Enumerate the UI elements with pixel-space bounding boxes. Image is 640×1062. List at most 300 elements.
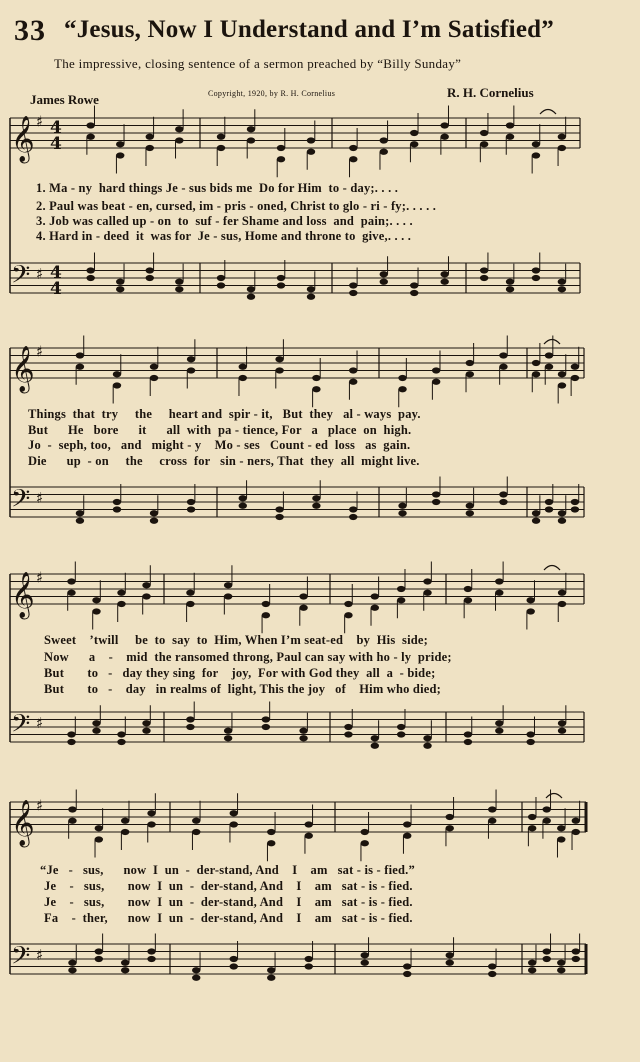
treble-clef: 𝄞 <box>11 800 35 846</box>
note-head <box>526 731 534 737</box>
note-head <box>150 375 158 381</box>
note-head <box>558 510 566 516</box>
lyric-line: But to - day in realms of light, This the joy of Him who died; <box>44 682 442 696</box>
note-head <box>305 963 313 969</box>
note-head <box>361 829 369 835</box>
note-head <box>528 825 536 831</box>
note-head <box>371 735 379 741</box>
lyric-line: Je - sus, now I un - der-stand, And I am sat - is - fied. <box>44 879 413 893</box>
note-head <box>380 279 388 285</box>
note-head <box>224 735 232 741</box>
note-head <box>495 578 503 584</box>
note-head <box>146 134 154 140</box>
note-head <box>349 290 357 296</box>
note-head <box>480 267 488 273</box>
note-head <box>528 960 536 966</box>
note-head <box>558 145 566 151</box>
note-head <box>230 821 238 827</box>
note-head <box>349 282 357 288</box>
note-head <box>446 814 454 820</box>
note-head <box>545 364 553 370</box>
note-head <box>117 590 125 596</box>
note-head <box>361 952 369 958</box>
note-head <box>247 126 255 132</box>
note-head <box>446 960 454 966</box>
note-head <box>403 821 411 827</box>
note-head <box>92 608 100 614</box>
note-head <box>558 720 566 726</box>
note-head <box>403 833 411 839</box>
note-head <box>371 605 379 611</box>
note-head <box>557 836 565 842</box>
note-head <box>307 286 315 292</box>
bass-clef: 𝄢 <box>11 941 31 977</box>
note-head <box>68 806 76 812</box>
note-head <box>230 810 238 816</box>
note-head <box>76 352 84 358</box>
note-head <box>299 728 307 734</box>
note-head <box>480 130 488 136</box>
note-head <box>277 156 285 162</box>
note-head <box>121 829 129 835</box>
note-head <box>187 367 195 373</box>
note-head <box>423 743 431 749</box>
note-head <box>526 739 534 745</box>
note-head <box>349 367 357 373</box>
note-head <box>495 728 503 734</box>
note-head <box>440 134 448 140</box>
note-head <box>532 152 540 158</box>
note-head <box>423 735 431 741</box>
note-head <box>371 593 379 599</box>
note-head <box>499 352 507 358</box>
note-head <box>532 275 540 281</box>
note-head <box>76 510 84 516</box>
note-head <box>275 514 283 520</box>
note-head <box>113 382 121 388</box>
note-head <box>410 141 418 147</box>
note-head <box>423 578 431 584</box>
note-head <box>572 948 580 954</box>
note-head <box>121 818 129 824</box>
note-head <box>262 612 270 618</box>
note-head <box>312 375 320 381</box>
note-head <box>349 145 357 151</box>
note-head <box>571 506 579 512</box>
note-head <box>410 282 418 288</box>
note-head <box>224 582 232 588</box>
note-head <box>557 960 565 966</box>
note-head <box>349 506 357 512</box>
lyric-line: Things that try the heart and spir - it, But they al - ways pay. <box>28 407 421 421</box>
note-head <box>299 593 307 599</box>
note-head <box>572 956 580 962</box>
note-head <box>186 590 194 596</box>
note-head <box>397 731 405 737</box>
note-head <box>344 612 352 618</box>
copyright-notice: Copyright, 1920, by R. H. Cornelius <box>208 89 336 98</box>
note-head <box>528 967 536 973</box>
note-head <box>446 825 454 831</box>
note-head <box>423 590 431 596</box>
note-head <box>558 382 566 388</box>
note-head <box>262 601 270 607</box>
note-head <box>150 510 158 516</box>
note-head <box>397 597 405 603</box>
note-head <box>557 825 565 831</box>
note-head <box>239 495 247 501</box>
note-head <box>224 593 232 599</box>
note-head <box>117 731 125 737</box>
note-head <box>247 137 255 143</box>
lyric-line: But to - day they sing for joy, For with God they all a - bide; <box>44 666 436 680</box>
bass-clef: 𝄢 <box>11 484 31 520</box>
note-head <box>397 586 405 592</box>
note-head <box>488 963 496 969</box>
note-head <box>147 821 155 827</box>
note-head <box>532 518 540 524</box>
time-signature-top: 4 <box>50 118 62 138</box>
note-head <box>299 735 307 741</box>
key-signature-sharp: ♯ <box>36 265 44 283</box>
note-head <box>558 134 566 140</box>
note-head <box>499 491 507 497</box>
note-head <box>113 506 121 512</box>
fermata <box>544 340 560 345</box>
note-head <box>488 806 496 812</box>
note-head <box>558 286 566 292</box>
note-head <box>480 141 488 147</box>
note-head <box>526 597 534 603</box>
note-head <box>186 724 194 730</box>
note-head <box>192 975 200 981</box>
note-head <box>361 960 369 966</box>
note-head <box>142 720 150 726</box>
note-head <box>92 728 100 734</box>
note-head <box>398 386 406 392</box>
note-head <box>121 967 129 973</box>
treble-clef: 𝄞 <box>11 116 35 162</box>
note-head <box>217 145 225 151</box>
note-head <box>247 286 255 292</box>
note-head <box>344 724 352 730</box>
note-head <box>92 597 100 603</box>
lyric-line: Fa - ther, now I un - der-stand, And I am sat - is - fied. <box>44 911 413 925</box>
note-head <box>464 731 472 737</box>
note-head <box>230 963 238 969</box>
treble-clef: 𝄞 <box>11 346 35 392</box>
note-head <box>349 514 357 520</box>
note-head <box>344 731 352 737</box>
note-head <box>224 728 232 734</box>
note-head <box>558 590 566 596</box>
note-head <box>499 499 507 505</box>
note-head <box>532 371 540 377</box>
note-head <box>488 971 496 977</box>
note-head <box>68 960 76 966</box>
note-head <box>116 141 124 147</box>
note-head <box>76 364 84 370</box>
note-head <box>545 506 553 512</box>
note-head <box>186 601 194 607</box>
note-head <box>86 134 94 140</box>
note-head <box>217 275 225 281</box>
treble-clef: 𝄞 <box>11 572 35 618</box>
note-head <box>495 590 503 596</box>
note-head <box>410 130 418 136</box>
note-head <box>175 137 183 143</box>
lyric-line: 4. Hard in - deed it was for Je - sus, Home and throne to give,. . . . <box>36 229 412 243</box>
note-head <box>312 495 320 501</box>
hymn-title: “Jesus, Now I Understand and I’m Satisfied” <box>64 16 554 43</box>
note-head <box>95 825 103 831</box>
note-head <box>371 743 379 749</box>
note-head <box>67 590 75 596</box>
lyricist-credit: James Rowe <box>30 92 99 107</box>
note-head <box>307 137 315 143</box>
note-head <box>277 145 285 151</box>
key-signature-sharp: ♯ <box>36 796 44 815</box>
time-signature-bottom: 4 <box>50 279 62 299</box>
note-head <box>150 364 158 370</box>
note-head <box>312 386 320 392</box>
note-head <box>572 829 580 835</box>
note-head <box>446 952 454 958</box>
note-head <box>117 739 125 745</box>
note-head <box>146 145 154 151</box>
note-head <box>150 518 158 524</box>
note-head <box>361 840 369 846</box>
note-head <box>175 279 183 285</box>
note-head <box>432 367 440 373</box>
note-head <box>239 503 247 509</box>
note-head <box>175 126 183 132</box>
note-head <box>398 510 406 516</box>
note-head <box>380 271 388 277</box>
note-head <box>506 134 514 140</box>
note-head <box>247 294 255 300</box>
note-head <box>312 503 320 509</box>
note-head <box>440 279 448 285</box>
note-head <box>113 499 121 505</box>
note-head <box>440 122 448 128</box>
note-head <box>95 956 103 962</box>
lyric-line: “Je - sus, now I un - der-stand, And I am sat - is - fied.” <box>40 863 415 877</box>
note-head <box>543 956 551 962</box>
note-head <box>380 149 388 155</box>
fermata <box>544 566 560 571</box>
fermata <box>546 794 562 799</box>
note-head <box>543 818 551 824</box>
note-head <box>558 728 566 734</box>
lyric-line: Jo - seph, too, and might - y Mo - ses Count - ed loss as gain. <box>28 438 411 452</box>
note-head <box>398 503 406 509</box>
note-head <box>175 286 183 292</box>
note-head <box>192 967 200 973</box>
composer-credit: R. H. Cornelius <box>447 85 534 100</box>
note-head <box>558 518 566 524</box>
note-head <box>217 282 225 288</box>
note-head <box>545 352 553 358</box>
note-head <box>267 840 275 846</box>
note-head <box>116 279 124 285</box>
note-head <box>187 356 195 362</box>
note-head <box>187 499 195 505</box>
note-head <box>187 506 195 512</box>
note-head <box>307 294 315 300</box>
note-head <box>349 379 357 385</box>
note-head <box>571 375 579 381</box>
note-head <box>305 833 313 839</box>
note-head <box>410 290 418 296</box>
lyric-line: 2. Paul was beat - en, cursed, im - pris - oned, Christ to glo - ri - fy;. . . . . <box>36 199 437 213</box>
note-head <box>466 371 474 377</box>
note-head <box>146 267 154 273</box>
note-head <box>95 948 103 954</box>
note-head <box>95 836 103 842</box>
lyric-line: 1. Ma - ny hard things Je - sus bids me Do for Him to - day;. . . . <box>36 181 399 195</box>
key-signature-sharp: ♯ <box>36 946 44 964</box>
note-head <box>239 375 247 381</box>
note-head <box>532 510 540 516</box>
note-head <box>262 716 270 722</box>
bass-clef: 𝄢 <box>11 260 31 296</box>
note-head <box>116 152 124 158</box>
note-head <box>277 275 285 281</box>
time-signature-bottom: 4 <box>50 134 62 154</box>
note-head <box>116 286 124 292</box>
note-head <box>92 720 100 726</box>
note-head <box>440 271 448 277</box>
note-head <box>275 506 283 512</box>
note-head <box>506 122 514 128</box>
note-head <box>147 948 155 954</box>
note-head <box>262 724 270 730</box>
note-head <box>532 141 540 147</box>
note-head <box>349 156 357 162</box>
fermata <box>540 110 556 115</box>
note-head <box>344 601 352 607</box>
key-signature-sharp: ♯ <box>36 112 44 131</box>
note-head <box>147 810 155 816</box>
note-head <box>186 716 194 722</box>
note-head <box>464 586 472 592</box>
note-head <box>67 739 75 745</box>
note-head <box>230 956 238 962</box>
note-head <box>267 967 275 973</box>
note-head <box>532 360 540 366</box>
note-head <box>239 364 247 370</box>
key-signature-sharp: ♯ <box>36 342 44 361</box>
note-head <box>403 963 411 969</box>
note-head <box>398 375 406 381</box>
note-head <box>432 379 440 385</box>
note-head <box>68 818 76 824</box>
note-head <box>543 948 551 954</box>
lyric-line: 3. Job was called up - on to suf - fer Shame and loss and pain;. . . . <box>36 214 413 228</box>
note-head <box>558 279 566 285</box>
note-head <box>305 821 313 827</box>
note-head <box>499 364 507 370</box>
note-head <box>495 720 503 726</box>
note-head <box>571 499 579 505</box>
note-head <box>76 518 84 524</box>
bass-clef: 𝄢 <box>11 709 31 745</box>
hymn-subtitle: The impressive, closing sentence of a sermon preached by “Billy Sunday” <box>54 56 462 71</box>
note-head <box>68 967 76 973</box>
note-head <box>117 601 125 607</box>
note-head <box>571 364 579 370</box>
note-head <box>142 582 150 588</box>
note-head <box>142 593 150 599</box>
note-head <box>432 491 440 497</box>
lyric-line: Now a - mid the ransomed throng, Paul can say with ho - ly pride; <box>44 650 452 664</box>
note-head <box>506 279 514 285</box>
note-head <box>275 356 283 362</box>
note-head <box>545 499 553 505</box>
note-head <box>275 367 283 373</box>
note-head <box>277 282 285 288</box>
note-head <box>307 149 315 155</box>
note-head <box>528 814 536 820</box>
note-head <box>192 818 200 824</box>
note-head <box>305 956 313 962</box>
note-head <box>380 137 388 143</box>
note-head <box>464 597 472 603</box>
note-head <box>86 275 94 281</box>
lyric-line: But He bore it all with pa - tience, For a place on high. <box>28 423 412 437</box>
note-head <box>192 829 200 835</box>
note-head <box>488 818 496 824</box>
lyric-line: Je - sus, now I un - der-stand, And I am sat - is - fied. <box>44 895 413 909</box>
note-head <box>558 601 566 607</box>
note-head <box>466 360 474 366</box>
note-head <box>526 608 534 614</box>
lyric-line: Sweet ’twill be to say to Him, When I’m seat-ed by His side; <box>44 633 429 647</box>
note-head <box>506 286 514 292</box>
note-head <box>299 605 307 611</box>
note-head <box>113 371 121 377</box>
hymn-number: 33 <box>14 14 46 47</box>
note-head <box>142 728 150 734</box>
key-signature-sharp: ♯ <box>36 714 44 732</box>
note-head <box>267 829 275 835</box>
note-head <box>86 267 94 273</box>
note-head <box>532 267 540 273</box>
note-head <box>480 275 488 281</box>
note-head <box>466 503 474 509</box>
time-signature-top: 4 <box>50 263 62 283</box>
note-head <box>217 134 225 140</box>
note-head <box>147 956 155 962</box>
note-head <box>146 275 154 281</box>
note-head <box>572 818 580 824</box>
key-signature-sharp: ♯ <box>36 489 44 507</box>
note-head <box>397 724 405 730</box>
note-head <box>558 371 566 377</box>
note-head <box>403 971 411 977</box>
key-signature-sharp: ♯ <box>36 568 44 587</box>
note-head <box>67 578 75 584</box>
note-head <box>267 975 275 981</box>
note-head <box>543 806 551 812</box>
note-head <box>464 739 472 745</box>
note-head <box>86 122 94 128</box>
note-head <box>67 731 75 737</box>
note-head <box>432 499 440 505</box>
note-head <box>466 510 474 516</box>
note-head <box>557 967 565 973</box>
